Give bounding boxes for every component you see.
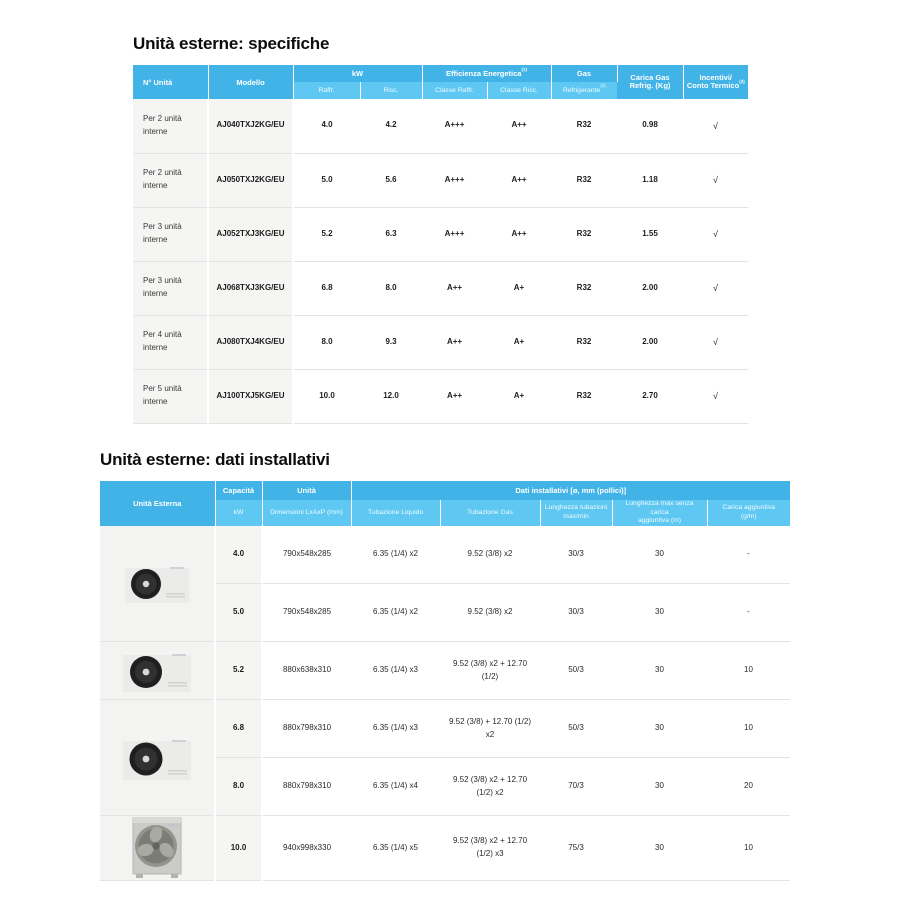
tubazione-gas-cell: 9.52 (3/8) x2 + 12.70 (1/2) x2	[440, 758, 540, 816]
dimensioni-cell: 940x998x330	[262, 816, 351, 881]
gas-cell: R32	[551, 369, 617, 423]
kw-risc-cell: 5.6	[360, 153, 422, 207]
carica-gas-cell: 1.55	[617, 207, 683, 261]
classe-risc-cell: A+	[487, 315, 551, 369]
modello-cell: AJ080TXJ4KG/EU	[208, 315, 293, 369]
table-row	[133, 261, 748, 315]
carica-gas-cell: 2.00	[617, 261, 683, 315]
lunghezza-max-cell: 30	[612, 758, 707, 816]
col-header-unita-esterna: Unità Esterna	[100, 481, 215, 526]
sub-header-carica-aggiuntiva: Carica aggiuntiva (g/m)	[707, 500, 790, 526]
lunghezza-max-cell: 30	[612, 526, 707, 584]
specifiche-header-row-1	[133, 65, 748, 82]
modello-cell: AJ068TXJ3KG/EU	[208, 261, 293, 315]
outdoor-unit-small-image	[100, 526, 215, 642]
carica-aggiuntiva-cell: 10	[707, 642, 790, 700]
n-unita-cell: Per 2 unità interne	[133, 153, 208, 207]
col-group-kw: kW	[293, 65, 422, 82]
col-header-carica-gas: Carica Gas Refrig. (Kg)	[617, 65, 683, 99]
modello-cell: AJ052TXJ3KG/EU	[208, 207, 293, 261]
kw-risc-cell: 6.3	[360, 207, 422, 261]
carica-aggiuntiva-cell: 10	[707, 700, 790, 758]
outdoor-unit-medium-image	[100, 700, 215, 816]
kw-raffr-cell: 4.0	[293, 99, 360, 153]
classe-raffr-cell: A+++	[422, 207, 487, 261]
col-header-incentivi: Incentivi/ Conto Termico$^{(3)}$	[683, 65, 748, 99]
lunghezza-max-cell: 30	[612, 584, 707, 642]
n-unita-cell: Per 2 unità interne	[133, 99, 208, 153]
gas-cell: R32	[551, 315, 617, 369]
classe-risc-cell: A++	[487, 207, 551, 261]
kw-risc-cell: 4.2	[360, 99, 422, 153]
carica-aggiuntiva-cell: 20	[707, 758, 790, 816]
capacita-cell: 8.0	[215, 758, 262, 816]
table-row	[100, 642, 790, 700]
sub-header-refrigerante: Refrigerante$^{(2)}$	[551, 82, 617, 99]
kw-raffr-cell: 5.2	[293, 207, 360, 261]
installativi-header-row-1	[100, 481, 790, 500]
carica-gas-cell: 0.98	[617, 99, 683, 153]
classe-raffr-cell: A++	[422, 315, 487, 369]
specifiche-section	[133, 34, 748, 424]
table-row	[133, 99, 748, 153]
lunghezza-tubazioni-cell: 75/3	[540, 816, 612, 881]
dimensioni-cell: 880x638x310	[262, 642, 351, 700]
capacita-cell: 4.0	[215, 526, 262, 584]
col-group-gas: Gas	[551, 65, 617, 82]
col-group-unita: Unità	[262, 481, 351, 500]
sub-header-tubazione-gas: Tubazione Gas	[440, 500, 540, 526]
footnote-marker: (3)	[739, 78, 745, 84]
carica-gas-cell: 2.00	[617, 315, 683, 369]
lunghezza-tubazioni-cell: 30/3	[540, 526, 612, 584]
tubazione-liquido-cell: 6.35 (1/4) x4	[351, 758, 440, 816]
carica-aggiuntiva-cell: 10	[707, 816, 790, 881]
carica-aggiuntiva-cell: -	[707, 526, 790, 584]
classe-raffr-cell: A++	[422, 261, 487, 315]
specifiche-title: Unità esterne: specifiche	[133, 34, 330, 53]
col-header-modello: Modello	[208, 65, 293, 99]
n-unita-cell: Per 4 unità interne	[133, 315, 208, 369]
incentivi-check: √	[683, 315, 748, 369]
footnote-marker: (1)	[521, 66, 527, 72]
modello-cell: AJ100TXJ5KG/EU	[208, 369, 293, 423]
n-unita-cell: Per 3 unità interne	[133, 261, 208, 315]
outdoor-unit-large-image	[100, 816, 215, 881]
incentivi-check: √	[683, 369, 748, 423]
capacita-cell: 5.0	[215, 584, 262, 642]
dati-installativi-table	[100, 481, 790, 881]
tubazione-gas-cell: 9.52 (3/8) x2 + 12.70 (1/2) x3	[440, 816, 540, 881]
kw-risc-cell: 9.3	[360, 315, 422, 369]
tubazione-liquido-cell: 6.35 (1/4) x5	[351, 816, 440, 881]
outdoor-unit-icon	[122, 646, 192, 696]
classe-raffr-cell: A+++	[422, 99, 487, 153]
col-header-n-unita: N° Unità	[133, 65, 208, 99]
dimensioni-cell: 790x548x285	[262, 584, 351, 642]
outdoor-unit-icon	[124, 559, 190, 607]
classe-risc-cell: A+	[487, 261, 551, 315]
specifiche-table	[133, 65, 748, 424]
sub-header-classe-risc: Classe Risc.	[487, 82, 551, 99]
incentivi-check: √	[683, 261, 748, 315]
table-row	[133, 369, 748, 423]
table-row	[100, 700, 790, 758]
sub-header-lunghezza-max: Lunghezza max senza carica aggiuntiva (m)	[612, 500, 707, 526]
table-row	[100, 816, 790, 881]
gas-cell: R32	[551, 207, 617, 261]
incentivi-check: √	[683, 207, 748, 261]
classe-raffr-cell: A++	[422, 369, 487, 423]
sub-header-tubazione-liquido: Tubazione Liquido	[351, 500, 440, 526]
capacita-cell: 10.0	[215, 816, 262, 881]
dimensioni-cell: 880x798x310	[262, 700, 351, 758]
table-row	[100, 526, 790, 584]
classe-risc-cell: A+	[487, 369, 551, 423]
incentivi-check: √	[683, 153, 748, 207]
col-group-efficienza-energetica: Efficienza Energetica$^{(1)}$	[422, 65, 551, 82]
tubazione-liquido-cell: 6.35 (1/4) x2	[351, 526, 440, 584]
classe-risc-cell: A++	[487, 99, 551, 153]
n-unita-cell: Per 3 unità interne	[133, 207, 208, 261]
kw-raffr-cell: 8.0	[293, 315, 360, 369]
kw-risc-cell: 12.0	[360, 369, 422, 423]
tubazione-liquido-cell: 6.35 (1/4) x3	[351, 700, 440, 758]
outdoor-unit-icon	[122, 732, 192, 784]
table-row	[133, 207, 748, 261]
kw-raffr-cell: 10.0	[293, 369, 360, 423]
capacita-cell: 6.8	[215, 700, 262, 758]
lunghezza-max-cell: 30	[612, 700, 707, 758]
tubazione-liquido-cell: 6.35 (1/4) x2	[351, 584, 440, 642]
outdoor-unit-icon	[128, 816, 186, 880]
lunghezza-tubazioni-cell: 50/3	[540, 700, 612, 758]
modello-cell: AJ040TXJ2KG/EU	[208, 99, 293, 153]
lunghezza-max-cell: 30	[612, 816, 707, 881]
modello-cell: AJ050TXJ2KG/EU	[208, 153, 293, 207]
lunghezza-tubazioni-cell: 30/3	[540, 584, 612, 642]
tubazione-liquido-cell: 6.35 (1/4) x3	[351, 642, 440, 700]
classe-risc-cell: A++	[487, 153, 551, 207]
classe-raffr-cell: A+++	[422, 153, 487, 207]
incentivi-check: √	[683, 99, 748, 153]
footnote-marker: (2)	[600, 82, 606, 88]
tubazione-gas-cell: 9.52 (3/8) + 12.70 (1/2) x2	[440, 700, 540, 758]
gas-cell: R32	[551, 99, 617, 153]
dati-installativi-section	[100, 450, 790, 881]
kw-risc-cell: 8.0	[360, 261, 422, 315]
kw-raffr-cell: 6.8	[293, 261, 360, 315]
col-group-capacita: Capacità	[215, 481, 262, 500]
tubazione-gas-cell: 9.52 (3/8) x2 + 12.70 (1/2)	[440, 642, 540, 700]
sub-header-lunghezza-tubazioni: Lunghezza tubazioni max/min	[540, 500, 612, 526]
carica-aggiuntiva-cell: -	[707, 584, 790, 642]
sub-header-raffr: Raffr.	[293, 82, 360, 99]
col-group-dati-installativi: Dati installativi [ø, mm (pollici)]	[351, 481, 790, 500]
gas-cell: R32	[551, 261, 617, 315]
carica-gas-cell: 2.70	[617, 369, 683, 423]
capacita-cell: 5.2	[215, 642, 262, 700]
kw-raffr-cell: 5.0	[293, 153, 360, 207]
outdoor-unit-medium-image	[100, 642, 215, 700]
dimensioni-cell: 790x548x285	[262, 526, 351, 584]
sub-header-dimensioni: Dimensioni LxAxP (mm)	[262, 500, 351, 526]
lunghezza-tubazioni-cell: 70/3	[540, 758, 612, 816]
n-unita-cell: Per 5 unità interne	[133, 369, 208, 423]
sub-header-risc: Risc.	[360, 82, 422, 99]
tubazione-gas-cell: 9.52 (3/8) x2	[440, 526, 540, 584]
carica-gas-cell: 1.18	[617, 153, 683, 207]
dimensioni-cell: 880x798x310	[262, 758, 351, 816]
tubazione-gas-cell: 9.52 (3/8) x2	[440, 584, 540, 642]
gas-cell: R32	[551, 153, 617, 207]
lunghezza-tubazioni-cell: 50/3	[540, 642, 612, 700]
lunghezza-max-cell: 30	[612, 642, 707, 700]
table-row	[133, 153, 748, 207]
table-row	[133, 315, 748, 369]
sub-header-kw: kW	[215, 500, 262, 526]
dati-installativi-title: Unità esterne: dati installativi	[100, 450, 330, 469]
sub-header-classe-raffr: Classe Raffr.	[422, 82, 487, 99]
